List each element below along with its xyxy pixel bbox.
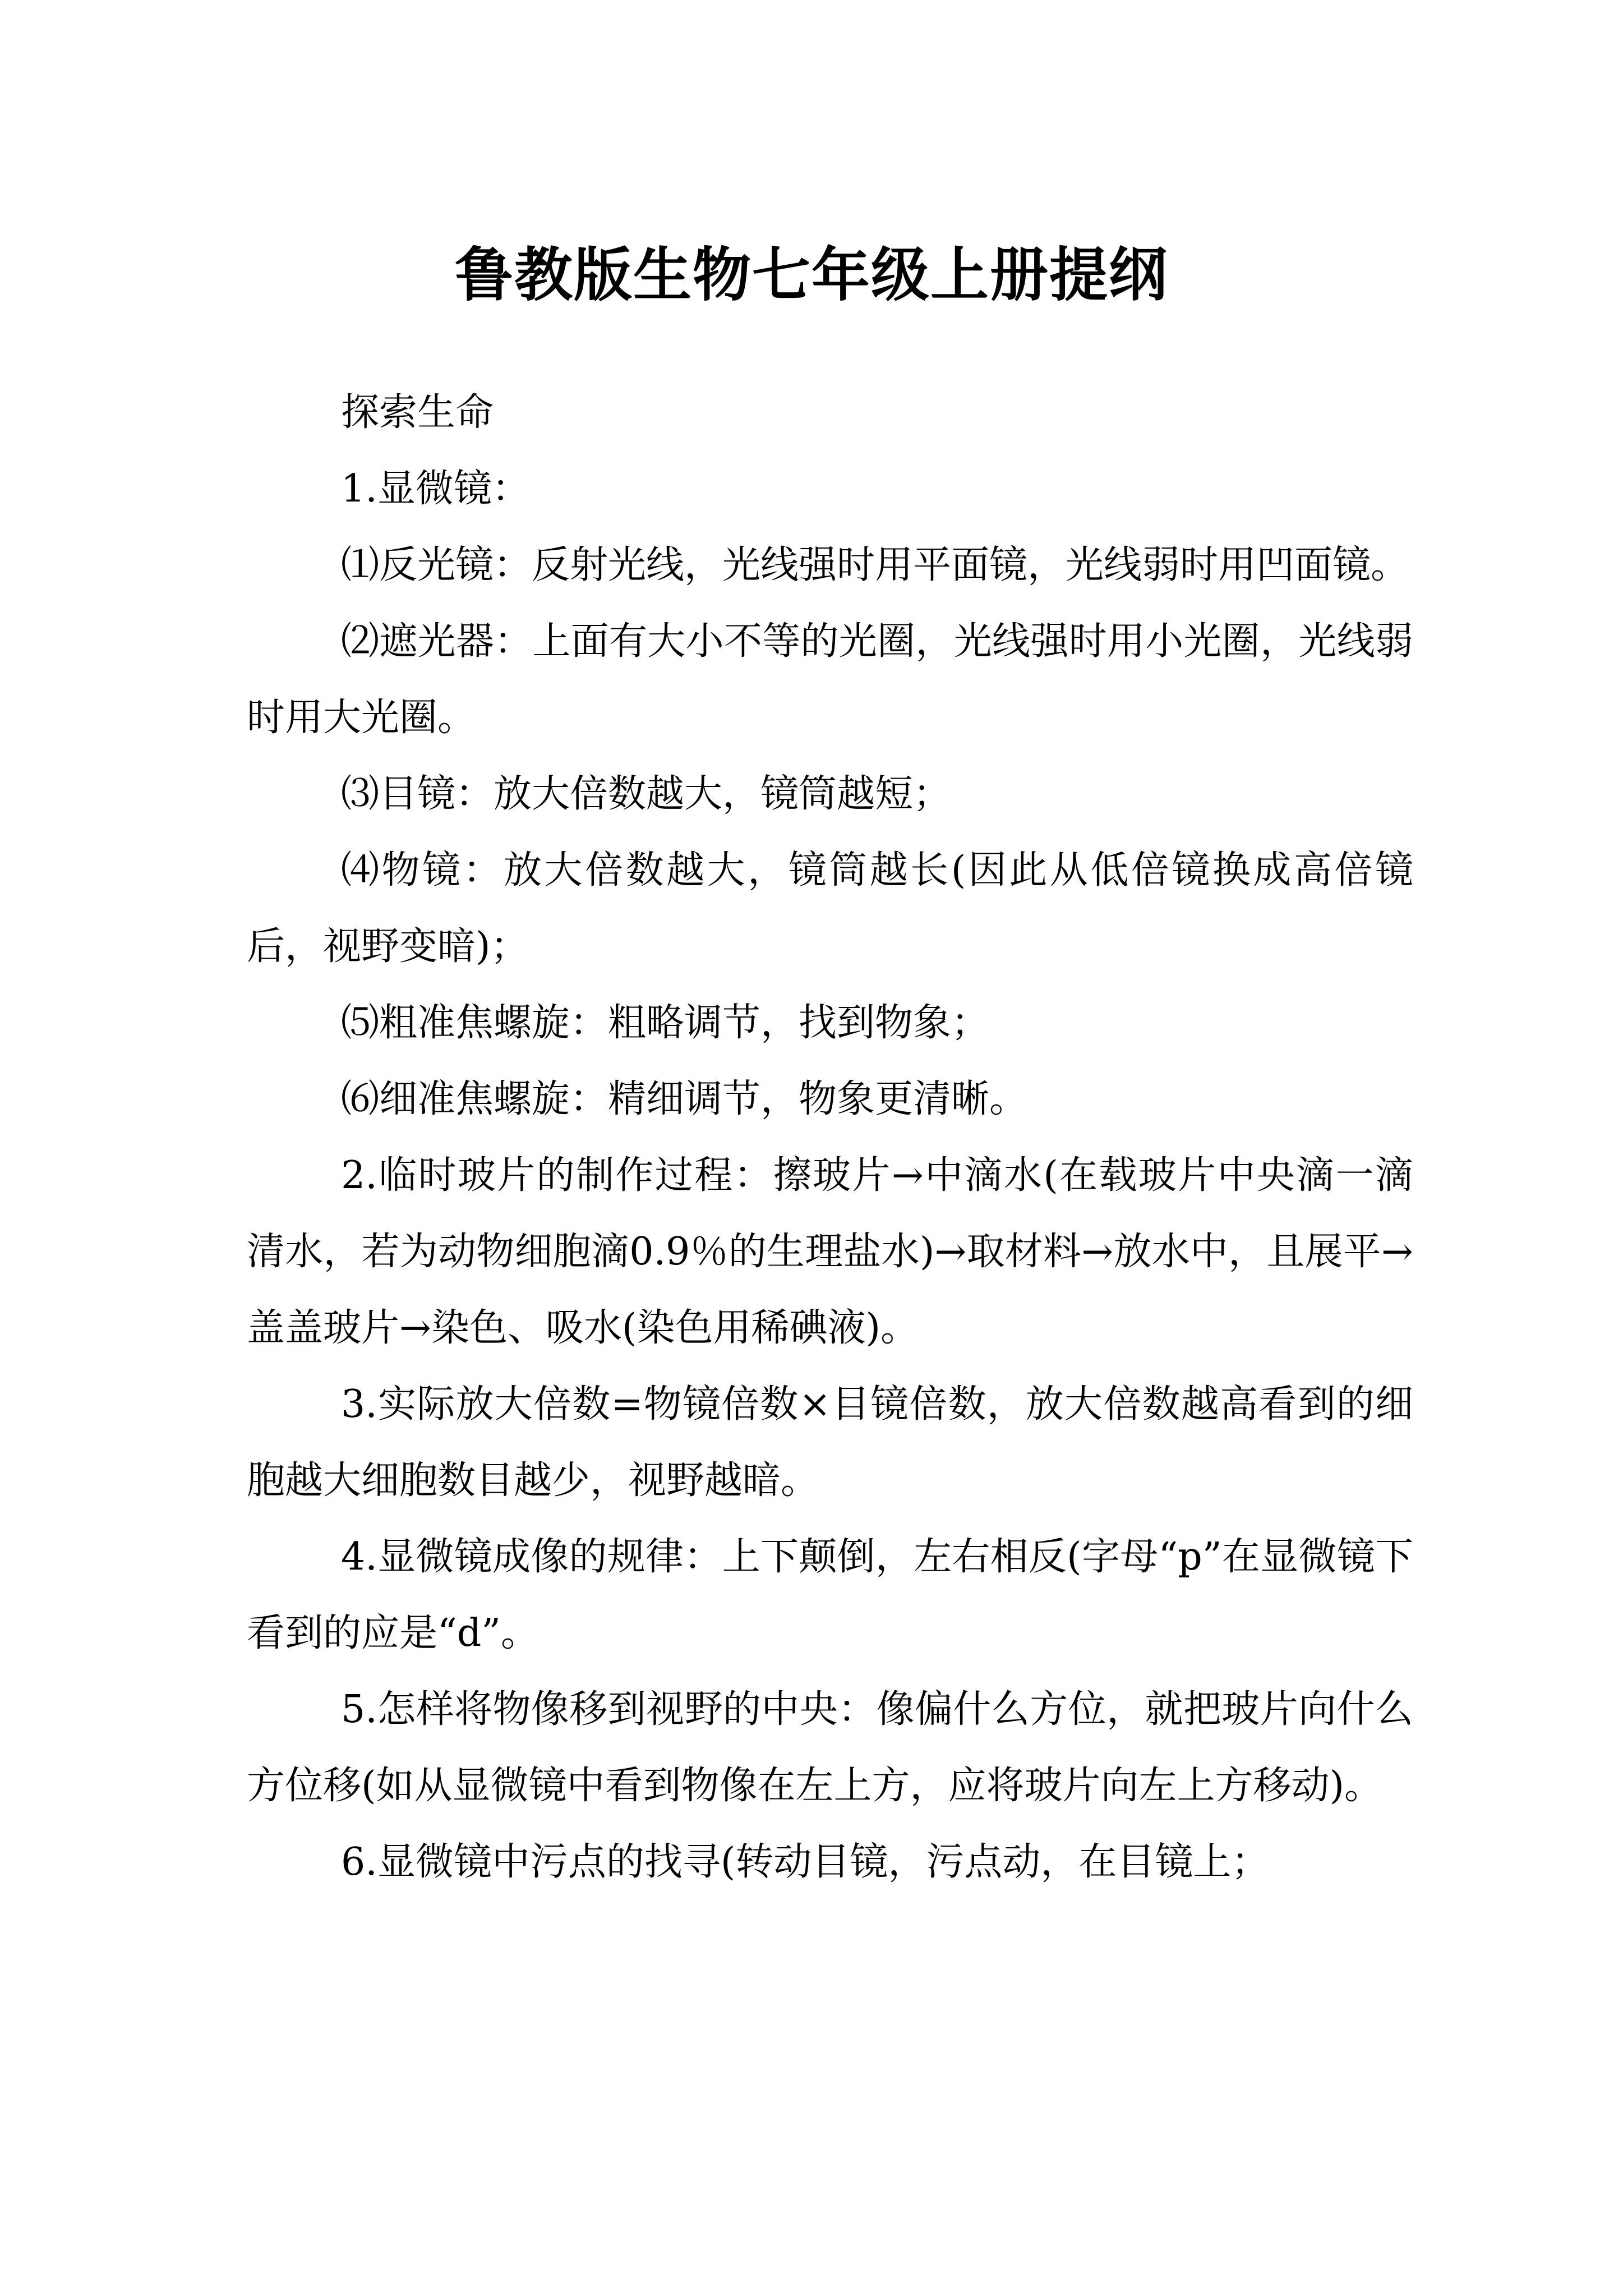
- list-item-magnification: 3.实际放大倍数=物镜倍数×目镜倍数，放大倍数越高看到的细胞越大细胞数目越少，视野越暗。: [247, 1382, 1413, 1503]
- document-title: 鲁教版生物七年级上册提纲: [454, 240, 1168, 309]
- list-item-finding-spots: 6.显微镜中污点的找寻(转动目镜，污点动，在目镜上；: [341, 1840, 1270, 1884]
- list-item-objective: ⑷物镜：放大倍数越大，镜筒越长(因此从低倍镜换成高倍镜后，视野变暗)；: [247, 848, 1413, 969]
- document-body: [247, 375, 1413, 1901]
- list-item-diaphragm: ⑵遮光器：上面有大小不等的光圈，光线强时用小光圈，光线弱时用大光圈。: [247, 619, 1413, 740]
- section-heading: 探索生命: [341, 390, 494, 435]
- list-item-reflector: ⑴反光镜：反射光线，光线强时用平面镜，光线弱时用凹面镜。: [341, 543, 1409, 587]
- list-item-centering-image: 5.怎样将物像移到视野的中央：像偏什么方位，就把玻片向什么方位移(如从显微镜中看到物像在左上方，应将玻片向左上方移动)。: [247, 1687, 1413, 1808]
- list-item-fine-focus: ⑹细准焦螺旋：精细调节，物象更清晰。: [341, 1077, 1028, 1121]
- list-item-slide-preparation: 2.临时玻片的制作过程：擦玻片→中滴水(在载玻片中央滴一滴清水，若为动物细胞滴0.9％的生理盐水)→取材料→放水中，且展平→盖盖玻片→染色、吸水(染色用稀碘液)。: [247, 1153, 1413, 1350]
- list-item-eyepiece: ⑶目镜：放大倍数越大，镜筒越短；: [341, 772, 952, 816]
- list-item-coarse-focus: ⑸粗准焦螺旋：粗略调节，找到物象；: [341, 1001, 990, 1045]
- list-item-microscope: 1.显微镜：: [341, 467, 530, 511]
- list-item-imaging-rule: 4.显微镜成像的规律：上下颠倒，左右相反(字母“p”在显微镜下看到的应是“d”。: [247, 1535, 1413, 1655]
